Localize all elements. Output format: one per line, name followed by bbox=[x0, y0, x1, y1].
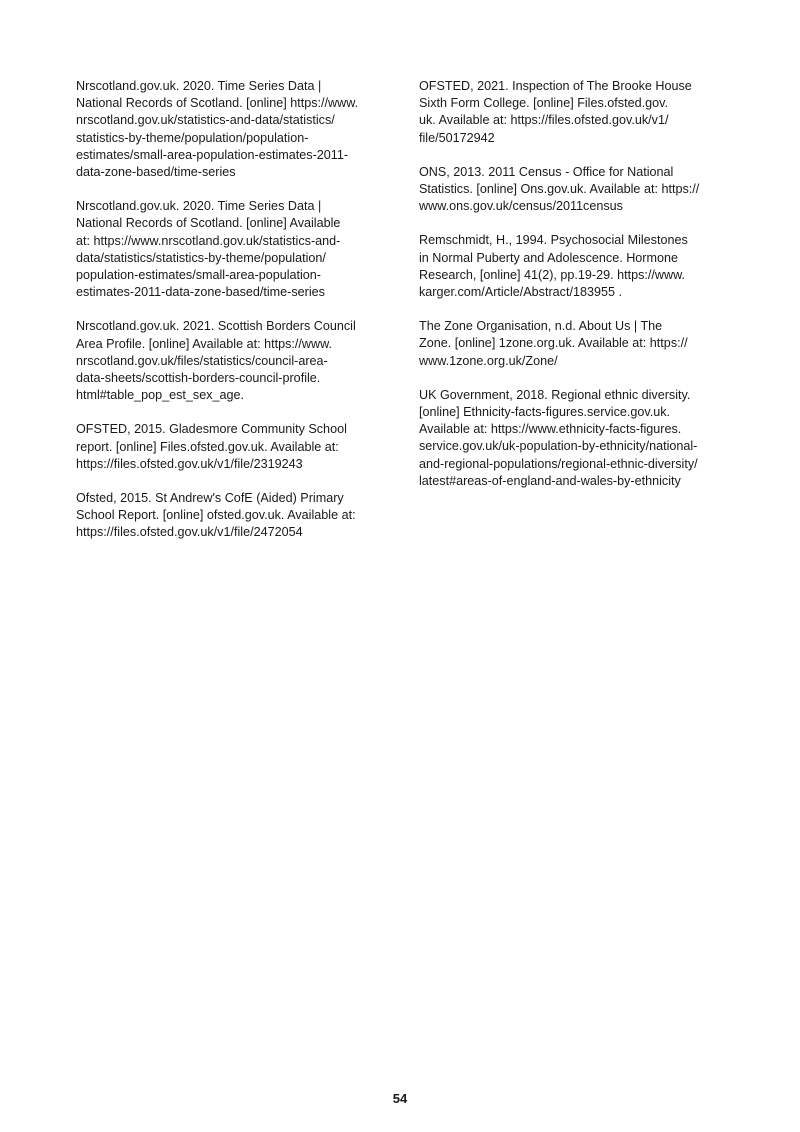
reference-entry: ONS, 2013. 2011 Census - Office for National Statistics. [online] Ons.gov.uk. Available at: https:// www.ons.gov.uk/census/2011census bbox=[419, 164, 700, 214]
references-column-right bbox=[419, 78, 737, 507]
reference-entry: Remschmidt, H., 1994. Psychosocial Milestones in Normal Puberty and Adolescence. Hormone Research, [online] 41(2), pp.19-29. https://www. karger.com/Article/Abstract/183955 . bbox=[419, 233, 688, 300]
reference-entry: Nrscotland.gov.uk. 2021. Scottish Borders Council Area Profile. [online] Available at: https://www. nrscotland.gov.uk/files/statistics/council-area- data-sheets/scottish-borders-council-profile. html#table_pop_est_sex_age. bbox=[76, 319, 356, 403]
reference-entry: Ofsted, 2015. St Andrew's CofE (Aided) Primary School Report. [online] ofsted.gov.uk. Available at: https://files.ofsted.gov.uk/v1/file/2472054 bbox=[76, 491, 356, 540]
references-column-left bbox=[76, 78, 394, 559]
reference-entry: OFSTED, 2021. Inspection of The Brooke House Sixth Form College. [online] Files.ofsted.gov. uk. Available at: https://files.ofsted.gov.uk/v1/ file/50172942 bbox=[419, 79, 692, 145]
page-number: 54 bbox=[392, 1091, 408, 1106]
reference-entry: UK Government, 2018. Regional ethnic diversity. [online] Ethnicity-facts-figures.service.gov.uk. Available at: https://www.ethnicity-facts-figures. service.gov.uk/uk-population-by-ethnicity/national- and-regional-populations/regional-ethnic-diversity/ latest#areas-of-england-and-wales-by-ethnicity bbox=[419, 387, 698, 488]
reference-entry: Nrscotland.gov.uk. 2020. Time Series Data | National Records of Scotland. [online] https://www. nrscotland.gov.uk/statistics-and-data/statistics/ statistics-by-theme/population/population- estimates/small-area-population-estimates-2011- data-zone-based/time-series bbox=[76, 79, 359, 180]
reference-entry: OFSTED, 2015. Gladesmore Community School report. [online] Files.ofsted.gov.uk. Available at: https://files.ofsted.gov.uk/v1/file/2319243 bbox=[76, 422, 347, 471]
reference-entry: Nrscotland.gov.uk. 2020. Time Series Data | National Records of Scotland. [online] Available at: https://www.nrscotland.gov.uk/statistics-and- data/statistics/statistics-by-theme/population/ population-estimates/small-area-population- estimates-2011-data-zone-based/time-series bbox=[76, 199, 341, 300]
reference-entry: The Zone Organisation, n.d. About Us | The Zone. [online] 1zone.org.uk. Available at: https:// www.1zone.org.uk/Zone/ bbox=[419, 319, 688, 368]
